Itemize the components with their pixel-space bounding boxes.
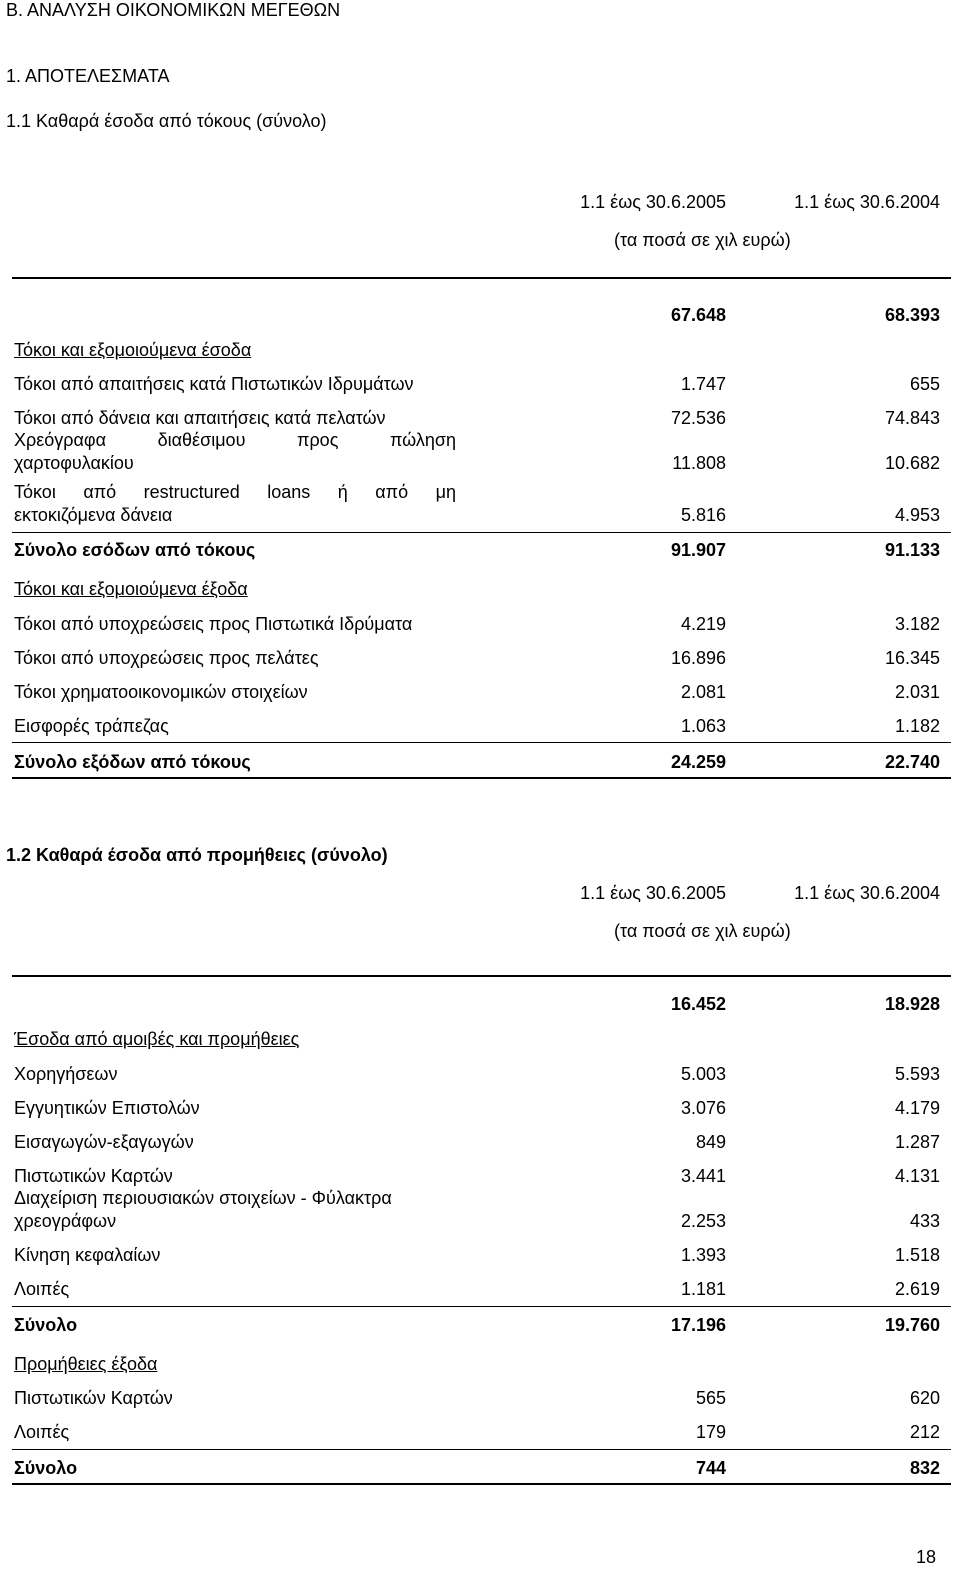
subtotal-rule (12, 532, 951, 533)
table-cell: 3.441 (680, 1166, 726, 1186)
table-cell: 433 (909, 1211, 940, 1231)
subtotal-rule (12, 1449, 951, 1450)
net-interest-2005: 67.648 (670, 305, 726, 325)
table-cell: 4.953 (894, 505, 940, 525)
table-row-label-line1: Διαχείριση περιουσιακών στοιχείων - Φύλακτρα (14, 1188, 392, 1208)
fee-income-total-2004: 19.760 (884, 1315, 940, 1335)
table-row-label: Πιστωτικών Καρτών (14, 1166, 173, 1186)
interest-income-total-2005: 91.907 (670, 540, 726, 560)
header-rule (12, 277, 951, 279)
table-row-label: Τόκοι από υποχρεώσεις προς Πιστωτικά Ιδρύματα (14, 614, 413, 634)
table-row-label: Τόκοι από απαιτήσεις κατά Πιστωτικών Ιδρυμάτων (14, 374, 414, 394)
fee-income-total-2005: 17.196 (670, 1315, 726, 1335)
interest-expense-total-label: Σύνολο εξόδων από τόκους (14, 752, 251, 772)
table-cell: 1.287 (894, 1132, 940, 1152)
fee-income-header: Έσοδα από αμοιβές και προμήθειες (14, 1029, 300, 1049)
subtotal-rule (12, 742, 951, 743)
interest-expense-total-2005: 24.259 (670, 752, 726, 772)
table-row-label-line2: χαρτοφυλακίου (14, 453, 134, 473)
fee-income-total-label: Σύνολο (14, 1315, 78, 1335)
subtotal-rule (12, 1306, 951, 1307)
table-cell: 2.619 (894, 1279, 940, 1299)
interest-income-header: Τόκοι και εξομοιούμενα έσοδα (14, 340, 252, 360)
table-cell: 16.345 (884, 648, 940, 668)
table-cell: 11.808 (672, 453, 726, 473)
table-cell: 620 (909, 1388, 940, 1408)
fee-expense-header: Προμήθειες έξοδα (14, 1354, 158, 1374)
page-number: 18 (915, 1547, 936, 1567)
column-header-2004: 1.1 έως 30.6.2004 (794, 192, 940, 212)
section-1-1-title: 1.1 Καθαρά έσοδα από τόκους (σύνολο) (6, 111, 327, 131)
table-cell: 1.518 (894, 1245, 940, 1265)
units-note: (τα ποσά σε χιλ ευρώ) (614, 230, 791, 250)
section-heading-1: 1. ΑΠΟΤΕΛΕΣΜΑΤΑ (6, 66, 170, 86)
table-cell: 565 (695, 1388, 726, 1408)
column-header-2004: 1.1 έως 30.6.2004 (794, 883, 940, 903)
table-cell: 2.031 (894, 682, 940, 702)
table-row-label: Εισαγωγών-εξαγωγών (14, 1132, 194, 1152)
section-heading-b: Β. ΑΝΑΛΥΣΗ ΟΙΚΟΝΟΜΙΚΩΝ ΜΕΓΕΘΩΝ (6, 0, 341, 20)
table-row-label: Χορηγήσεων (14, 1064, 118, 1084)
table-row-label: Λοιπές (14, 1279, 70, 1299)
table-cell: 3.182 (894, 614, 940, 634)
table-cell: 179 (695, 1422, 726, 1442)
table-cell: 1.747 (680, 374, 726, 394)
table-row-label: Εισφορές τράπεζας (14, 716, 169, 736)
table-row-label-line2: εκτοκιζόμενα δάνεια (14, 505, 173, 525)
table-cell: 4.179 (894, 1098, 940, 1118)
fee-expense-total-2005: 744 (695, 1458, 726, 1478)
interest-expense-total-2004: 22.740 (884, 752, 940, 772)
table-row-label: Τόκοι από υποχρεώσεις προς πελάτες (14, 648, 319, 668)
table-cell: 4.219 (680, 614, 726, 634)
table-cell: 5.816 (680, 505, 726, 525)
table-cell: 2.081 (680, 682, 726, 702)
table-cell: 212 (909, 1422, 940, 1442)
section-1-2-title: 1.2 Καθαρά έσοδα από προμήθειες (σύνολο) (6, 845, 388, 865)
table-cell: 1.393 (680, 1245, 726, 1265)
table-cell: 3.076 (680, 1098, 726, 1118)
fee-expense-total-label: Σύνολο (14, 1458, 78, 1478)
total-rule (12, 1483, 951, 1485)
fee-expense-total-2004: 832 (909, 1458, 940, 1478)
table-cell: 72.536 (670, 408, 726, 428)
table-cell: 5.003 (680, 1064, 726, 1084)
table-cell: 4.131 (894, 1166, 940, 1186)
interest-income-total-label: Σύνολο εσόδων από τόκους (14, 540, 256, 560)
table-cell: 1.181 (680, 1279, 726, 1299)
table-cell: 74.843 (884, 408, 940, 428)
table-row-label: Κίνηση κεφαλαίων (14, 1245, 161, 1265)
table-row-label-line2: χρεογράφων (14, 1211, 117, 1231)
interest-income-total-2004: 91.133 (884, 540, 940, 560)
total-rule (12, 777, 951, 779)
table-cell: 655 (909, 374, 940, 394)
table-cell: 1.182 (894, 716, 940, 736)
table-cell: 849 (695, 1132, 726, 1152)
net-fees-2005: 16.452 (670, 994, 726, 1014)
table-cell: 16.896 (670, 648, 726, 668)
table-cell: 2.253 (680, 1211, 726, 1231)
table-row-label-line1: Τόκοι από restructured loans ή από μη (14, 482, 456, 502)
table-cell: 10.682 (884, 453, 940, 473)
net-fees-2004: 18.928 (884, 994, 940, 1014)
net-interest-2004: 68.393 (884, 305, 940, 325)
column-header-2005: 1.1 έως 30.6.2005 (580, 192, 726, 212)
header-rule (12, 975, 951, 977)
table-row-label: Λοιπές (14, 1422, 70, 1442)
table-cell: 1.063 (680, 716, 726, 736)
units-note: (τα ποσά σε χιλ ευρώ) (614, 921, 791, 941)
table-cell: 5.593 (894, 1064, 940, 1084)
table-row-label-line1: Χρεόγραφα διαθέσιμου προς πώληση (14, 430, 456, 450)
table-row-label: Πιστωτικών Καρτών (14, 1388, 173, 1408)
column-header-2005: 1.1 έως 30.6.2005 (580, 883, 726, 903)
interest-expense-header: Τόκοι και εξομοιούμενα έξοδα (14, 579, 248, 599)
table-row-label: Τόκοι χρηματοοικονομικών στοιχείων (14, 682, 308, 702)
table-row-label: Τόκοι από δάνεια και απαιτήσεις κατά πελατών (14, 408, 386, 428)
table-row-label: Εγγυητικών Επιστολών (14, 1098, 200, 1118)
